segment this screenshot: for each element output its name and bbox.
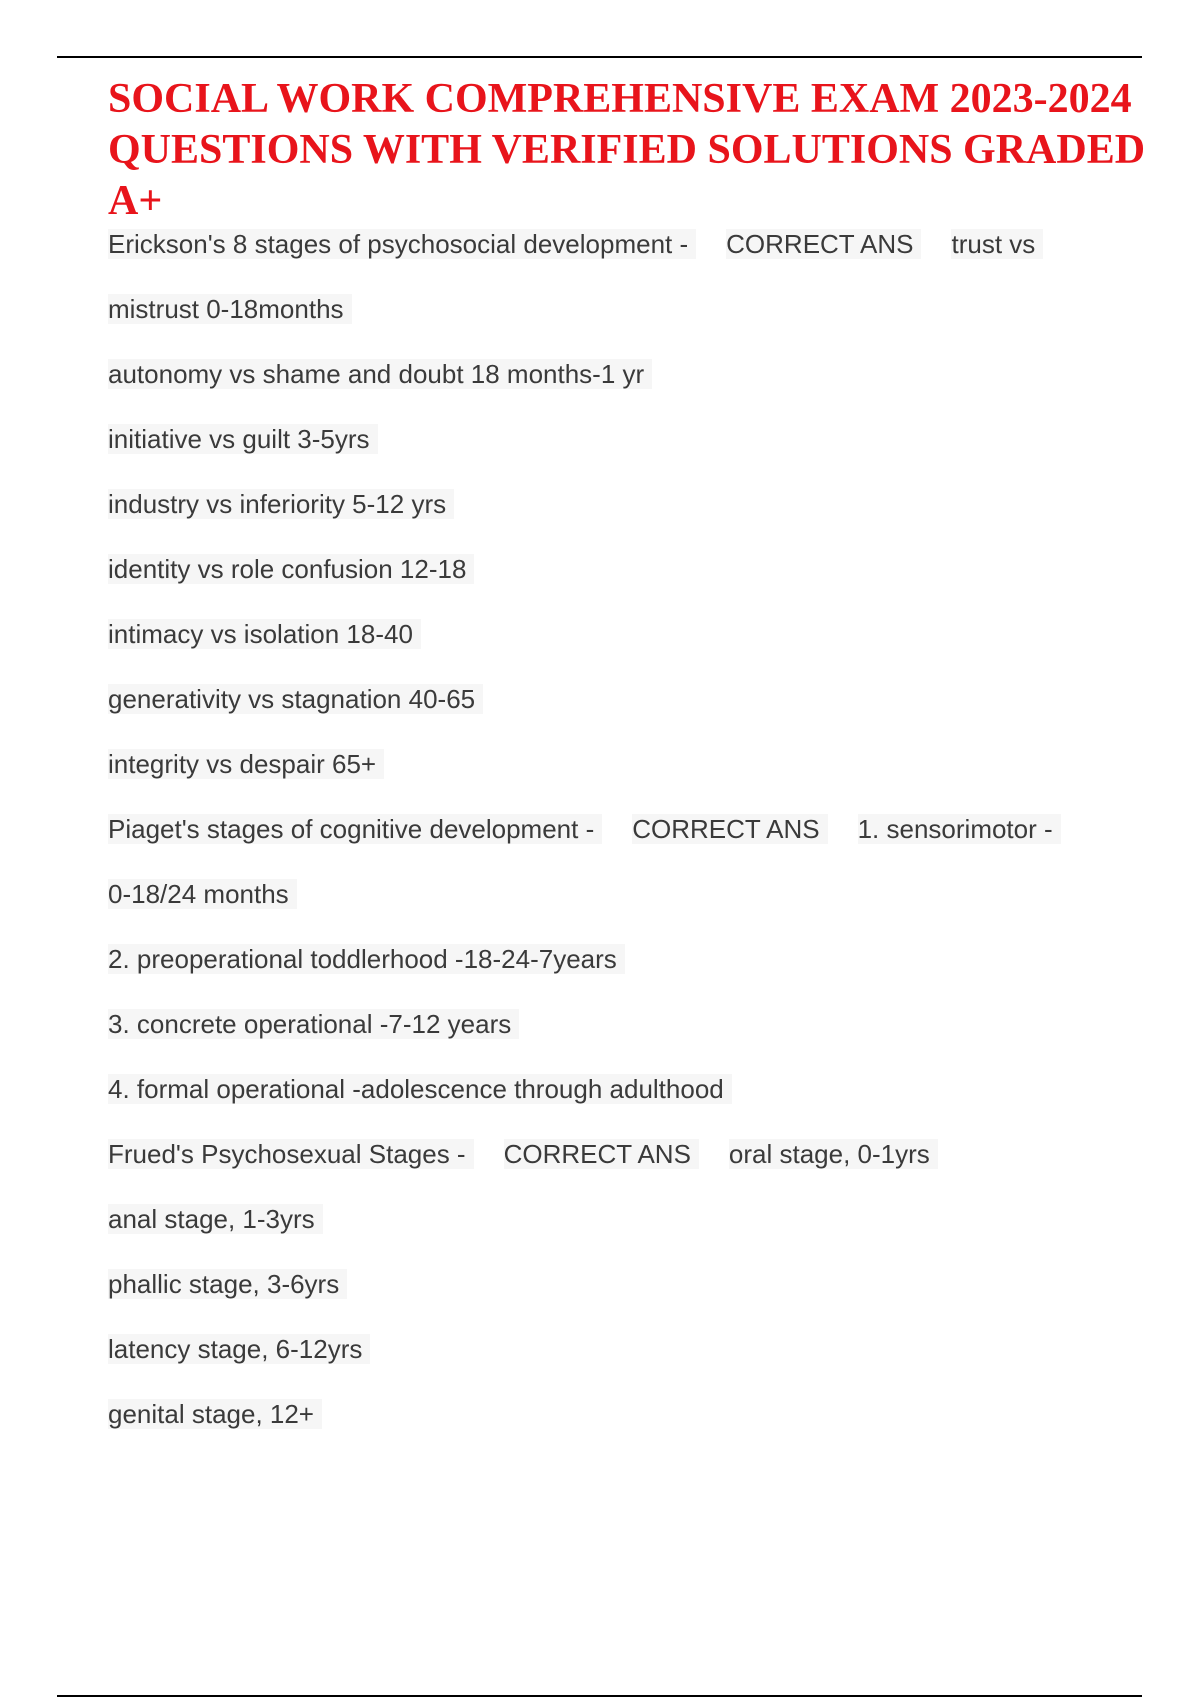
answer-line [108, 1264, 1168, 1329]
answer-line [108, 1069, 1168, 1134]
answer-line-text: initiative vs guilt 3-5yrs [108, 424, 378, 454]
answer-line [108, 354, 1168, 419]
answer-line [108, 289, 1168, 354]
question-freud [108, 1134, 1168, 1199]
answer-line [108, 1394, 1168, 1459]
answer-line [108, 419, 1168, 484]
answer-line [108, 484, 1168, 549]
answer-line-text: integrity vs despair 65+ [108, 749, 384, 779]
answer-line-text: mistrust 0-18months [108, 294, 352, 324]
question-text: Erickson's 8 stages of psychosocial development - [108, 229, 696, 259]
answer-text: oral stage, 0-1yrs [729, 1139, 938, 1169]
answer-text: 1. sensorimotor - [858, 814, 1061, 844]
answer-line [108, 614, 1168, 679]
correct-answer-tag: CORRECT ANS [726, 229, 921, 259]
answer-text: trust vs [951, 229, 1043, 259]
answer-line-text: phallic stage, 3-6yrs [108, 1269, 347, 1299]
answer-line-text: anal stage, 1-3yrs [108, 1204, 323, 1234]
answer-line [108, 679, 1168, 744]
answer-line [108, 1329, 1168, 1394]
bottom-rule [57, 1695, 1142, 1697]
page-title: SOCIAL WORK COMPREHENSIVE EXAM 2023-2024 QUESTIONS WITH VERIFIED SOLUTIONS GRADED A+ [108, 76, 1146, 224]
answer-line-text: 3. concrete operational -7-12 years [108, 1009, 519, 1039]
answer-line [108, 1004, 1168, 1069]
answer-line [108, 939, 1168, 1004]
answer-line-text: genital stage, 12+ [108, 1399, 322, 1429]
answer-line [108, 1199, 1168, 1264]
correct-answer-tag: CORRECT ANS [632, 814, 827, 844]
answer-line [108, 874, 1168, 939]
answer-line [108, 549, 1168, 614]
answer-line-text: intimacy vs isolation 18-40 [108, 619, 421, 649]
answer-line-text: industry vs inferiority 5-12 yrs [108, 489, 454, 519]
answer-line-text: 2. preoperational toddlerhood -18-24-7years [108, 944, 625, 974]
correct-answer-tag: CORRECT ANS [504, 1139, 699, 1169]
question-text: Frued's Psychosexual Stages - [108, 1139, 474, 1169]
answer-line-text: latency stage, 6-12yrs [108, 1334, 370, 1364]
top-rule [57, 56, 1142, 58]
question-piaget [108, 809, 1168, 874]
answer-line [108, 744, 1168, 809]
question-text: Piaget's stages of cognitive development - [108, 814, 602, 844]
answer-line-text: autonomy vs shame and doubt 18 months-1 yr [108, 359, 652, 389]
answer-line-text: 0-18/24 months [108, 879, 297, 909]
answer-line-text: 4. formal operational -adolescence through adulthood [108, 1074, 732, 1104]
answer-line-text: generativity vs stagnation 40-65 [108, 684, 483, 714]
answer-line-text: identity vs role confusion 12-18 [108, 554, 474, 584]
document-body [108, 224, 1168, 1459]
question-erikson [108, 224, 1168, 289]
